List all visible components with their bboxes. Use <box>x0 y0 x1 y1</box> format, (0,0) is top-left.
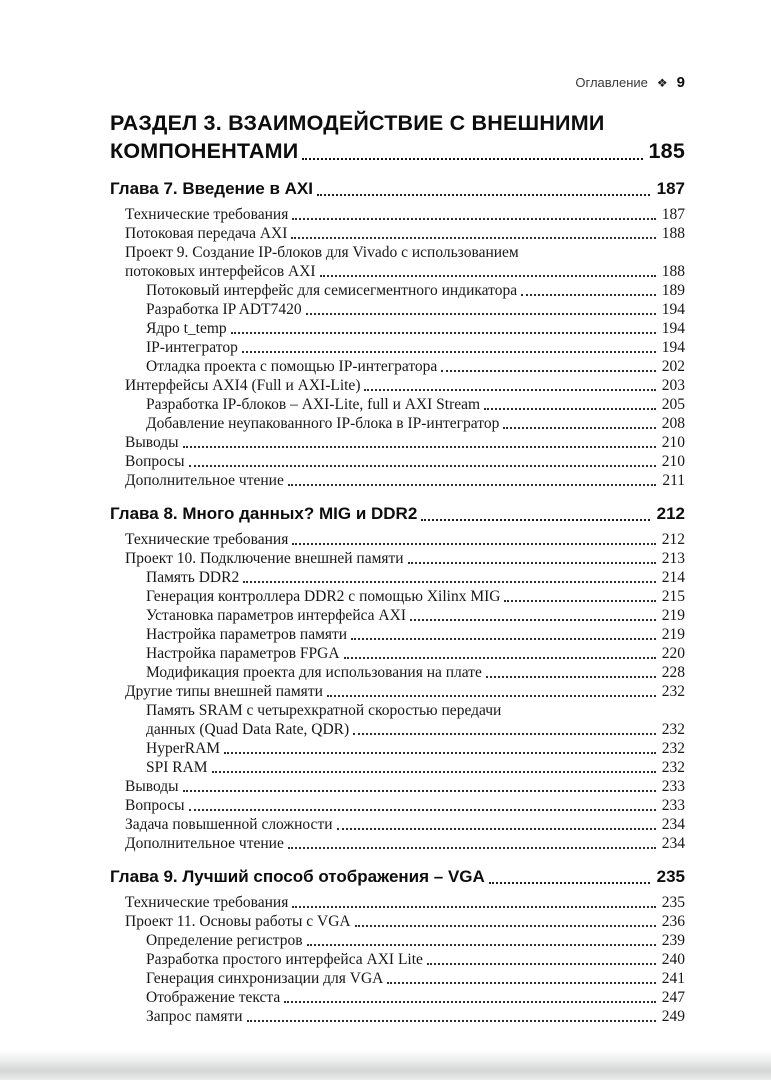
toc-entry-label: Разработка IP ADT7420 <box>146 301 302 318</box>
toc-entry <box>110 452 685 471</box>
toc-entry-label: Разработка простого интерфейса AXI Lite <box>146 951 423 968</box>
section-title-line2: КОМПОНЕНТАМИ <box>110 139 299 163</box>
toc-entry <box>110 357 685 376</box>
chapter-entries <box>110 205 685 490</box>
chapter-entries <box>110 530 685 853</box>
dot-leader <box>288 847 656 849</box>
dot-leader <box>292 218 655 220</box>
toc-entry-label: Ядро t_temp <box>146 320 227 337</box>
section-page: 185 <box>648 139 685 163</box>
dot-leader <box>344 657 656 659</box>
toc-entry <box>110 205 685 224</box>
page-bottom-edge <box>0 1050 771 1080</box>
dot-leader <box>364 389 655 391</box>
toc-entry <box>110 338 685 357</box>
toc-entry-label: Генерация контроллера DDR2 с помощью Xilinx MIG <box>146 588 501 605</box>
toc-entry <box>110 663 685 682</box>
toc-entry <box>110 815 685 834</box>
dot-leader <box>387 982 655 984</box>
toc-entry-label: Память DDR2 <box>146 569 240 586</box>
toc-entry-page: 203 <box>661 377 685 394</box>
dot-leader <box>291 237 655 239</box>
toc-entry-label: Настройка параметров памяти <box>146 626 348 643</box>
toc-entry-page: 241 <box>661 970 685 987</box>
dot-leader <box>292 543 655 545</box>
toc-entry-label-line1: Проект 9. Создание IP-блоков для Vivado с использованием <box>125 244 519 261</box>
toc-entry-page: 188 <box>661 225 685 242</box>
toc-entry-page: 247 <box>661 989 685 1006</box>
chapter-heading <box>110 866 685 888</box>
dot-leader <box>212 771 656 773</box>
chapter-entries <box>110 893 685 1026</box>
toc-entry <box>110 969 685 988</box>
toc-entry-label: HyperRAM <box>146 740 221 757</box>
chapter-page: 235 <box>656 867 685 886</box>
toc-entry-label: Добавление неупакованного IP-блока в IP-интегратор <box>146 415 500 432</box>
running-header <box>110 74 685 91</box>
toc-entry-page: 194 <box>661 320 685 337</box>
toc-entry-page: 220 <box>661 645 685 662</box>
toc-entry-label: Вопросы <box>125 797 185 814</box>
toc-entry-label: потоковых интерфейсов AXI <box>125 263 316 280</box>
dot-leader <box>327 695 656 697</box>
dot-leader <box>317 194 650 196</box>
toc-entry <box>110 224 685 243</box>
toc-entry-page: 213 <box>661 550 685 567</box>
toc-entry-label: SPI RAM <box>146 759 208 776</box>
toc-entry-label: Дополнительное чтение <box>125 472 284 489</box>
toc-entry-page: 219 <box>661 626 685 643</box>
toc-entry-label: Проект 10. Подключение внешней памяти <box>125 550 404 567</box>
dot-leader <box>408 562 656 564</box>
toc-entry <box>110 606 685 625</box>
toc-entry <box>110 739 685 758</box>
toc-entry-label: Запрос памяти <box>146 1008 243 1025</box>
toc-entry-page: 234 <box>661 835 685 852</box>
dot-leader <box>355 925 656 927</box>
toc-entry <box>110 834 685 853</box>
dot-leader <box>284 1001 655 1003</box>
dot-leader <box>189 465 656 467</box>
toc-entry-label: Отображение текста <box>146 989 281 1006</box>
dot-leader <box>337 828 656 830</box>
dot-leader <box>247 1020 656 1022</box>
toc-entry-label: Задача повышенной сложности <box>125 816 333 833</box>
chapter-title: Глава 7. Введение в AXI <box>110 179 313 198</box>
dot-leader <box>427 963 656 965</box>
dot-leader <box>351 638 656 640</box>
chapter-heading <box>110 503 685 525</box>
toc-entry <box>110 796 685 815</box>
toc-entry-page: 219 <box>661 607 685 624</box>
dot-leader <box>183 446 656 448</box>
toc-entry-page: 235 <box>661 894 685 911</box>
dot-leader <box>224 752 656 754</box>
dot-leader <box>421 519 649 521</box>
toc-entry-label: Технические требования <box>125 894 289 911</box>
dot-leader <box>288 484 656 486</box>
toc-entry-label: Настройка параметров FPGA <box>146 645 340 662</box>
toc-entry-page: 194 <box>661 301 685 318</box>
toc-entry <box>110 300 685 319</box>
toc-entry-page: 187 <box>661 206 685 223</box>
toc-entry-page: 205 <box>661 396 685 413</box>
dot-leader <box>231 332 656 334</box>
toc-entry-page: 232 <box>661 683 685 700</box>
dot-leader <box>521 294 656 296</box>
toc-entry-page: 189 <box>661 282 685 299</box>
dot-leader <box>292 906 655 908</box>
toc-entry-page: 240 <box>661 951 685 968</box>
toc-entry <box>110 644 685 663</box>
toc-entry-page: 233 <box>661 778 685 795</box>
toc-entry-label: Вопросы <box>125 453 185 470</box>
toc-entry <box>110 433 685 452</box>
toc-entry-label: Генерация синхронизации для VGA <box>146 970 384 987</box>
toc-entry-label: Отладка проекта с помощью IP-интегратора <box>146 358 438 375</box>
toc-entry-page: 194 <box>661 339 685 356</box>
dot-leader <box>504 600 655 602</box>
toc-entry-page: 210 <box>661 453 685 470</box>
page-number: 9 <box>676 74 685 91</box>
toc-entry-page: 249 <box>661 1008 685 1025</box>
chapter-heading <box>110 178 685 200</box>
toc-entry-label: Потоковая передача AXI <box>125 225 288 242</box>
toc-body <box>110 178 685 1026</box>
running-title: Оглавление <box>575 75 648 90</box>
toc-entry <box>110 625 685 644</box>
toc-entry <box>110 471 685 490</box>
dot-leader <box>410 619 656 621</box>
toc-entry-label: IP-интегратор <box>146 339 238 356</box>
toc-entry-page: 208 <box>661 415 685 432</box>
dot-leader <box>183 790 656 792</box>
chapter-title: Глава 9. Лучший способ отображения – VGA <box>110 867 485 886</box>
dot-leader <box>306 313 656 315</box>
toc-entry-page: 234 <box>661 816 685 833</box>
toc-entry <box>110 931 685 950</box>
toc-entry <box>110 243 685 281</box>
toc-entry <box>110 988 685 1007</box>
chapter-page: 187 <box>656 179 685 198</box>
toc-entry <box>110 1007 685 1026</box>
toc-entry-page: 232 <box>661 759 685 776</box>
toc-entry <box>110 701 685 739</box>
toc-entry-page: 214 <box>661 569 685 586</box>
toc-entry <box>110 587 685 606</box>
toc-entry <box>110 758 685 777</box>
dot-leader <box>484 408 656 410</box>
toc-chapter <box>110 503 685 853</box>
toc-entry-label: Выводы <box>125 778 179 795</box>
toc-entry-page: 202 <box>661 358 685 375</box>
dot-leader <box>486 676 656 678</box>
toc-entry <box>110 912 685 931</box>
dot-leader <box>353 733 656 735</box>
toc-entry <box>110 530 685 549</box>
toc-entry-page: 232 <box>661 721 685 738</box>
dot-leader <box>243 581 656 583</box>
toc-entry <box>110 319 685 338</box>
toc-entry <box>110 568 685 587</box>
toc-entry <box>110 281 685 300</box>
toc-entry-label: Интерфейсы AXI4 (Full и AXI-Lite) <box>125 377 361 394</box>
toc-entry-page: 211 <box>662 472 685 489</box>
toc-entry <box>110 893 685 912</box>
ornament-icon: ❖ <box>656 76 668 90</box>
toc-entry <box>110 777 685 796</box>
dot-leader <box>307 944 656 946</box>
section-title <box>110 109 685 165</box>
toc-entry-label: Модификация проекта для использования на плате <box>146 664 482 681</box>
dot-leader <box>503 427 655 429</box>
chapter-page: 212 <box>656 504 685 523</box>
section-title-line1: РАЗДЕЛ 3. ВЗАИМОДЕЙСТВИЕ С ВНЕШНИМИ <box>110 111 605 135</box>
toc-entry-label-line1: Память SRAM с четырехкратной скоростью передачи <box>146 702 502 719</box>
toc-chapter <box>110 178 685 490</box>
toc-entry <box>110 549 685 568</box>
toc-entry-label: Другие типы внешней памяти <box>125 683 323 700</box>
toc-entry-label: Технические требования <box>125 206 289 223</box>
toc-entry <box>110 414 685 433</box>
toc-entry <box>110 682 685 701</box>
toc-entry-page: 215 <box>661 588 685 605</box>
toc-entry <box>110 950 685 969</box>
toc-entry-label: Выводы <box>125 434 179 451</box>
dot-leader <box>441 370 655 372</box>
toc-entry-label: Разработка IP-блоков – AXI-Lite, full и AXI Stream <box>146 396 481 413</box>
toc-entry-page: 188 <box>661 263 685 280</box>
dot-leader <box>320 275 656 277</box>
toc-entry-label: Определение регистров <box>146 932 303 949</box>
dot-leader <box>302 158 642 160</box>
toc-entry-page: 239 <box>661 932 685 949</box>
toc-entry <box>110 395 685 414</box>
toc-chapter <box>110 866 685 1026</box>
toc-entry-label: Установка параметров интерфейса AXI <box>146 607 406 624</box>
toc-entry-page: 210 <box>661 434 685 451</box>
dot-leader <box>489 882 650 884</box>
toc-entry-label: Проект 11. Основы работы с VGA <box>125 913 351 930</box>
chapter-title: Глава 8. Много данных? MIG и DDR2 <box>110 504 418 523</box>
toc-entry <box>110 376 685 395</box>
dot-leader <box>189 809 656 811</box>
toc-entry-page: 236 <box>661 913 685 930</box>
toc-entry-page: 232 <box>661 740 685 757</box>
toc-entry-label: данных (Quad Data Rate, QDR) <box>146 721 350 738</box>
toc-entry-label: Дополнительное чтение <box>125 835 284 852</box>
dot-leader <box>242 351 656 353</box>
toc-entry-label: Потоковый интерфейс для семисегментного индикатора <box>146 282 518 299</box>
toc-entry-label: Технические требования <box>125 531 289 548</box>
toc-entry-page: 233 <box>661 797 685 814</box>
toc-entry-page: 212 <box>661 531 685 548</box>
toc-entry-page: 228 <box>661 664 685 681</box>
